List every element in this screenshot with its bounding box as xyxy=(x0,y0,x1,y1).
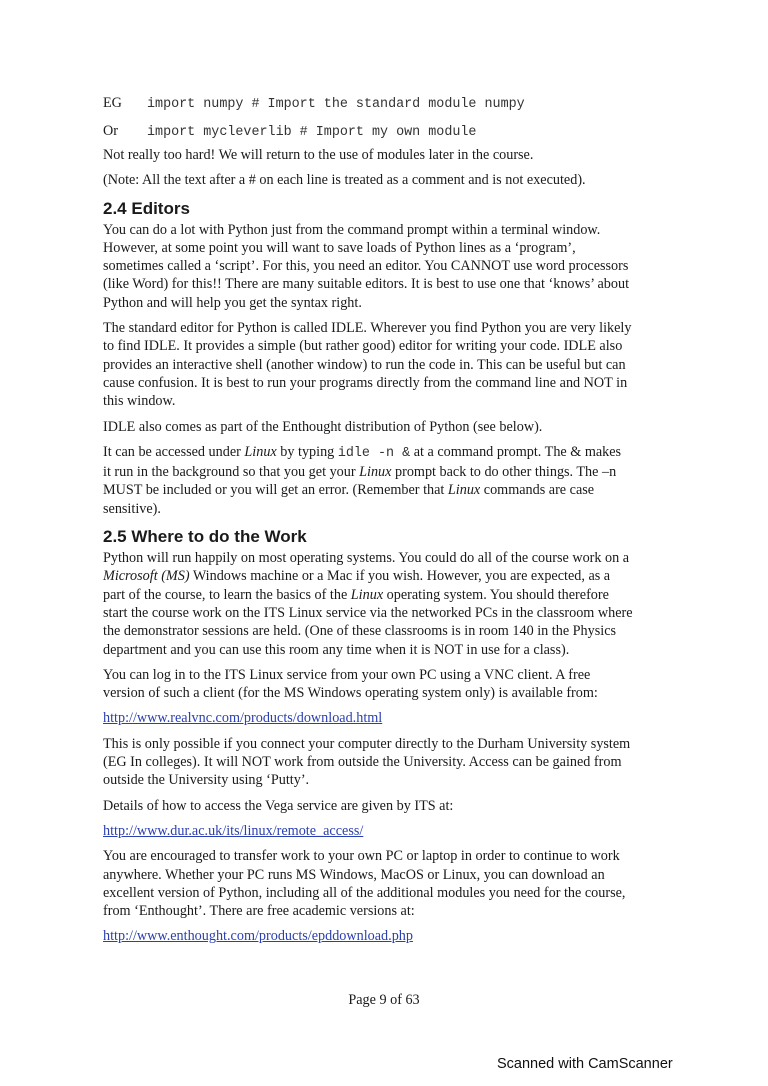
text-segment: (EG In colleges). It will NOT work from outside the University. Access can be gained from xyxy=(103,754,622,771)
section-heading: 2.4 Editors xyxy=(103,198,190,218)
text-line xyxy=(103,463,683,481)
paragraph xyxy=(103,221,683,312)
text-line xyxy=(103,771,683,789)
code-example xyxy=(103,90,683,118)
text-line xyxy=(103,567,683,585)
text-line xyxy=(103,586,683,604)
text-segment: sensitive). xyxy=(103,500,161,517)
text-segment: provides an interactive shell (another window) to run the code in. This can be useful but can xyxy=(103,356,626,373)
text-line xyxy=(103,171,683,189)
text-line xyxy=(103,294,683,312)
text-segment: Python and will help you get the syntax right. xyxy=(103,294,362,311)
paragraph xyxy=(103,549,683,659)
paragraph xyxy=(103,418,683,436)
text-segment: the demonstrator sessions are held. (One of these classrooms is in room 140 in the Physics xyxy=(103,623,617,640)
text-segment: Details of how to access the Vega service are given by ITS at: xyxy=(103,797,454,814)
text-segment: You are encouraged to transfer work to your own PC or laptop in order to continue to work xyxy=(103,848,620,865)
text-segment: The standard editor for Python is called IDLE. Wherever you find Python you are very likely xyxy=(103,320,632,337)
text-line xyxy=(103,753,683,771)
text-segment: sometimes called a ‘script’. For this, you need an editor. You CANNOT use word processors xyxy=(103,258,629,275)
text-segment: cause confusion. It is best to run your programs directly from the command line and NOT in xyxy=(103,374,628,391)
italic-text: Linux xyxy=(350,586,384,603)
text-segment: from ‘Enthought’. There are free academic versions at: xyxy=(103,903,415,920)
paragraph xyxy=(103,319,683,410)
paragraph xyxy=(103,443,683,518)
text-line xyxy=(103,847,683,865)
text-line xyxy=(103,866,683,884)
italic-text: Linux xyxy=(244,443,277,460)
text-line xyxy=(103,884,683,902)
text-line xyxy=(103,604,683,622)
text-segment: outside the University using ‘Putty’. xyxy=(103,772,310,789)
code-label: Or xyxy=(103,123,118,139)
text-line xyxy=(103,797,683,815)
text-segment: Python will run happily on most operating systems. You could do all of the course work on a xyxy=(103,550,630,567)
italic-text: Microsoft (MS) xyxy=(103,568,190,585)
hyperlink[interactable]: http://www.enthought.com/products/epddownload.php xyxy=(103,928,413,945)
text-line xyxy=(103,337,683,355)
text-segment: operating system. You should therefore xyxy=(383,586,609,603)
paragraph xyxy=(103,666,683,703)
code-example xyxy=(103,118,683,146)
text-segment: However, at some point you will want to save loads of Python lines as a ‘program’, xyxy=(103,239,576,256)
code-label: EG xyxy=(103,95,122,111)
text-line xyxy=(103,418,683,436)
text-line xyxy=(103,500,683,518)
text-segment: at a command prompt. The & makes xyxy=(410,443,622,460)
text-line xyxy=(103,319,683,337)
hyperlink[interactable]: http://www.realvnc.com/products/download.html xyxy=(103,710,383,727)
text-segment: Not really too hard! We will return to the use of modules later in the course. xyxy=(103,147,534,163)
page-number: Page 9 of 63 xyxy=(348,992,420,1008)
text-segment: version of such a client (for the MS Windows operating system only) is available from: xyxy=(103,685,598,702)
text-line xyxy=(103,622,683,640)
code-snippet: import mycleverlib # Import my own module xyxy=(147,125,477,140)
text-line xyxy=(103,374,683,392)
text-line xyxy=(103,356,683,374)
paragraph xyxy=(103,171,683,189)
text-segment: this window. xyxy=(103,393,176,410)
camscanner-watermark: Scanned with CamScanner xyxy=(497,1056,673,1072)
text-segment: MUST be included or you will get an error. (Remember that xyxy=(103,482,448,499)
paragraph xyxy=(103,847,683,920)
text-segment: You can log in to the ITS Linux service from your own PC using a VNC client. A free xyxy=(103,666,591,683)
text-segment: Windows machine or a Mac if you wish. However, you are expected, as a xyxy=(189,568,611,585)
text-segment: anywhere. Whether your PC runs MS Windows, MacOS or Linux, you can download an xyxy=(103,866,605,883)
text-line xyxy=(103,275,683,293)
text-segment: This is only possible if you connect your computer directly to the Durham University system xyxy=(103,735,631,752)
text-segment: part of the course, to learn the basics of the xyxy=(103,586,351,603)
text-segment: start the course work on the ITS Linux service via the networked PCs in the classroom where xyxy=(103,604,633,621)
text-segment: (Note: All the text after a # on each line is treated as a comment and is not executed). xyxy=(103,172,586,189)
text-segment: department and you can use this room any time when it is NOT in use for a class). xyxy=(103,641,570,658)
text-line xyxy=(103,443,683,463)
text-line xyxy=(103,257,683,275)
text-line xyxy=(103,239,683,257)
text-segment: it run in the background so that you get your xyxy=(103,464,360,481)
text-line xyxy=(103,735,683,753)
text-line xyxy=(103,146,683,164)
section-heading: 2.5 Where to do the Work xyxy=(103,527,307,547)
text-line xyxy=(103,684,683,702)
inline-code: idle -n & xyxy=(337,445,411,461)
text-segment: by typing xyxy=(276,443,338,460)
paragraph xyxy=(103,735,683,790)
text-segment: to find IDLE. It provides a simple (but rather good) editor for writing your code. IDLE also xyxy=(103,338,623,355)
text-segment: prompt back to do other things. The –n xyxy=(391,464,617,481)
text-segment: IDLE also comes as part of the Enthought distribution of Python (see below). xyxy=(103,418,543,435)
paragraph xyxy=(103,146,683,164)
italic-text: Linux xyxy=(359,464,392,481)
document-body xyxy=(103,90,683,953)
text-line xyxy=(103,481,683,499)
text-segment: You can do a lot with Python just from the command prompt within a terminal window. xyxy=(103,221,601,238)
paragraph xyxy=(103,797,683,815)
code-snippet: import numpy # Import the standard module numpy xyxy=(147,97,525,112)
text-line xyxy=(103,221,683,239)
hyperlink[interactable]: http://www.dur.ac.uk/its/linux/remote_access/ xyxy=(103,822,364,839)
text-segment: excellent version of Python, including all of the additional modules you need for the course, xyxy=(103,884,626,901)
text-segment: It can be accessed under xyxy=(103,443,245,460)
text-line xyxy=(103,666,683,684)
text-segment: commands are case xyxy=(480,482,595,499)
text-segment: (like Word) for this!! There are many suitable editors. It is best to use one that ‘knows’ about xyxy=(103,276,630,293)
text-line xyxy=(103,549,683,567)
italic-text: Linux xyxy=(447,482,481,499)
text-line xyxy=(103,641,683,659)
text-line xyxy=(103,902,683,920)
text-line xyxy=(103,392,683,410)
